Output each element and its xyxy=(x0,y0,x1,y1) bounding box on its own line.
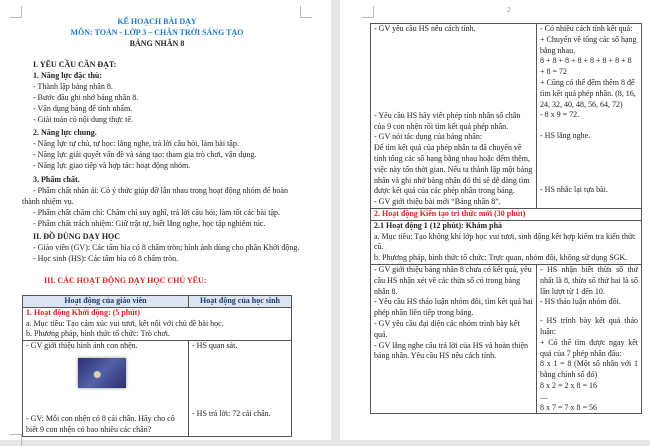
doc-title: KẾ HOẠCH BÀI DẠY xyxy=(117,17,197,26)
teacher-cell xyxy=(23,341,189,436)
text-line: - Yêu cầu HS thảo luận nhóm đôi, tìm kết quả hai phép nhân liên tiếp trong bảng. xyxy=(374,297,533,318)
text-line: - Năng lực giải quyết vấn đề và sáng tạo: tham gia trò chơi, vận dụng. xyxy=(33,150,257,159)
student-cell xyxy=(189,341,292,436)
text-line: - Học sinh (HS): Các tấm bìa có 8 chấm tròn. xyxy=(33,254,179,263)
text-line: - GV: Mỗi con nhện có 8 cái chân. Hãy cho cô biết 9 con nhện có bao nhiêu các chân? xyxy=(26,413,175,434)
text-line: - Phẩm chất trách nhiệm: Giữ trật tự, biết lắng nghe, học tập nghiêm túc. xyxy=(33,219,266,228)
page-number: 2 xyxy=(507,6,511,14)
text-line: - Phẩm chất chăm chỉ: Chăm chỉ suy nghĩ, trả lời câu hỏi; làm tốt các bài tập. xyxy=(33,208,281,217)
table-row xyxy=(371,264,642,413)
column-header: Hoạt động của giáo viên xyxy=(23,296,189,308)
activities-table-continued xyxy=(370,23,642,414)
text-line: - HS quan sát. xyxy=(192,341,238,351)
activity-title: 1. Hoạt động Khởi động: (5 phút) xyxy=(26,307,141,317)
teacher-cell xyxy=(371,24,537,209)
text-line: - GV giới thiệu hình ảnh con nhện. xyxy=(26,341,138,351)
crop-mark xyxy=(10,6,22,18)
subsection-heading: 3. Phẩm chất. xyxy=(33,175,80,184)
text-line: - HS lắng nghe. xyxy=(540,131,591,141)
text-line: - HS trình bày kết quả thảo luận: xyxy=(540,316,638,336)
text-line: + Có thể tìm được ngay kết quả của 7 phép nhân đầu: xyxy=(540,337,638,358)
text-line: - GV yêu cầu HS nêu cách tính. xyxy=(374,24,476,33)
text-line: .... xyxy=(540,391,548,401)
text-line: - GV giới thiệu bảng nhân 8 chưa có kết quả, yêu cầu HS nhận xét về các thừa số có trong bảng nhân 8. xyxy=(374,264,532,296)
text-line: - Giáo viên (GV): Các tấm bìa có 8 chấm tròn; hình ảnh dùng cho phần Khởi động. xyxy=(33,243,300,252)
text-line: - Thành lập bảng nhân 8. xyxy=(33,82,113,91)
activity-method: b. Phương pháp, hình thức tổ chức: Trực quan, nhóm đôi, không sử dụng SGK. xyxy=(374,253,628,263)
text-line: - Giải toán có nội dung thực tế. xyxy=(33,115,133,124)
text-line: - GV giới thiệu bài mới “Bảng nhân 8”. xyxy=(374,197,501,207)
text-line: - HS trả lời: 72 cái chân. xyxy=(192,408,271,418)
table-row xyxy=(371,24,642,209)
activities-table xyxy=(22,295,292,437)
activity-goal: a. Mục tiêu: Tạo cảm xúc vui tươi, kết nối với chủ đề bài học. xyxy=(26,318,224,328)
lesson-title: BẢNG NHÂN 8 xyxy=(129,39,185,48)
text-line: - Yêu cầu HS hãy viết phép tính nhân số chân của 9 con nhện rồi tìm kết quả phép nhân. xyxy=(374,110,521,131)
column-header: Hoạt động của học sinh xyxy=(189,296,292,308)
text-line: - HS nhắc lại tựa bài. xyxy=(540,184,608,194)
text-line: 8 x 7 = 7 x 8 = 56 xyxy=(540,402,598,412)
spider-image xyxy=(78,358,126,388)
crop-mark xyxy=(300,6,312,18)
section-heading: III. CÁC HOẠT ĐỘNG DẠY HỌC CHỦ YẾU: xyxy=(44,276,207,285)
text-line: thành nhiệm vụ. xyxy=(22,197,74,206)
page-1-body xyxy=(22,16,300,437)
text-line: - GV yêu cầu đại diện các nhóm trình bày kết quả. xyxy=(374,318,520,339)
section-heading: I. YÊU CẦU CẦN ĐẠT: xyxy=(33,60,117,69)
text-line: - Vận dụng bảng để tính nhẩm. xyxy=(33,104,133,113)
text-line: + Cũng có thể đếm thêm 8 để tìm kết quả phép nhân. (8, 16, 24, 32, 40, 48, 56, 64, 72) xyxy=(540,77,636,109)
text-line: - Bước đầu ghi nhớ bảng nhân 8. xyxy=(33,93,139,102)
text-line: 8 x 1 = 8 (Một số nhân với 1 bằng chính số đó) xyxy=(540,359,638,380)
text-line: - Có nhiều cách tính kết quả: xyxy=(540,24,633,33)
activity-title: 2. Hoạt động Kiến tạo tri thức mới (30 phút) xyxy=(371,208,642,220)
text-line: - 8 x 9 = 72. xyxy=(540,110,580,120)
table-row xyxy=(23,341,292,436)
sub-activity-title: 2.1 Hoạt động 1 (12 phút): Khám phá xyxy=(374,220,503,230)
crop-mark xyxy=(362,6,374,18)
teacher-cell xyxy=(371,264,537,413)
subsection-heading: 2. Năng lực chung. xyxy=(33,128,97,137)
text-line: 8 + 8 + 8 + 8 + 8 + 8 + 8 + 8 + 8 = 72 xyxy=(540,56,632,77)
text-line: - HS nhận biết thừa số thứ nhất là 8, thừa số thứ hai là số lần lượt từ 1 đến 10. xyxy=(540,264,638,296)
text-line: - GV lắng nghe câu trả lời của HS và hoàn thiện bảng nhân. Yêu cầu HS nêu cách tính. xyxy=(374,340,529,361)
student-cell xyxy=(537,24,642,209)
text-line: + Chuyển về tổng các số hạng bằng nhau. xyxy=(540,34,637,55)
activity-header xyxy=(371,220,642,264)
student-cell xyxy=(537,264,642,413)
text-line: - Năng lực tự chủ, tự học: lắng nghe, trả lời câu hỏi, làm bài tập. xyxy=(33,139,239,148)
subsection-heading: 1. Năng lực đặc thù: xyxy=(33,71,103,80)
text-line: - HS thảo luận nhóm đôi. xyxy=(540,297,621,307)
text-line: - Năng lực giao tiếp và hợp tác: hoạt động nhóm. xyxy=(33,161,191,170)
doc-subject: MÔN: TOÁN - LỚP 3 – CHÂN TRỜI SÁNG TẠO xyxy=(70,28,244,37)
activity-goal: a. Mục tiêu: Tạo không khí lớp học vui tươi, sinh động kết hợp kiểm tra kiến thức cũ. xyxy=(374,231,636,252)
page-2 xyxy=(340,0,650,440)
crop-mark xyxy=(10,434,22,446)
text-line: Để tìm kết quả của phép nhân ta đã chuyển về tính tổng các số hạng bằng nhau hoặc đếm thêm, việc này tốn thời gian. Nếu ta thành lập một bảng nhân và ghi nhớ bảng nhân đó thì sẽ dễ dàng tìm được kết quả của các phép nhân trong bảng. xyxy=(374,143,533,196)
section-heading: II. ĐỒ DÙNG DẠY HỌC xyxy=(33,232,121,241)
text-line: - GV nói tác dụng của bảng nhân: xyxy=(374,132,483,142)
activity-header xyxy=(23,307,292,340)
text-line: - Phẩm chất nhân ái: Có ý thức giúp đỡ lẫn nhau trong hoạt động nhóm để hoàn xyxy=(33,186,288,195)
activity-method: b. Phương pháp, hình thức tổ chức: Trò chơi. xyxy=(26,329,170,339)
text-line: 8 x 2 = 2 x 8 = 16 xyxy=(540,380,598,390)
